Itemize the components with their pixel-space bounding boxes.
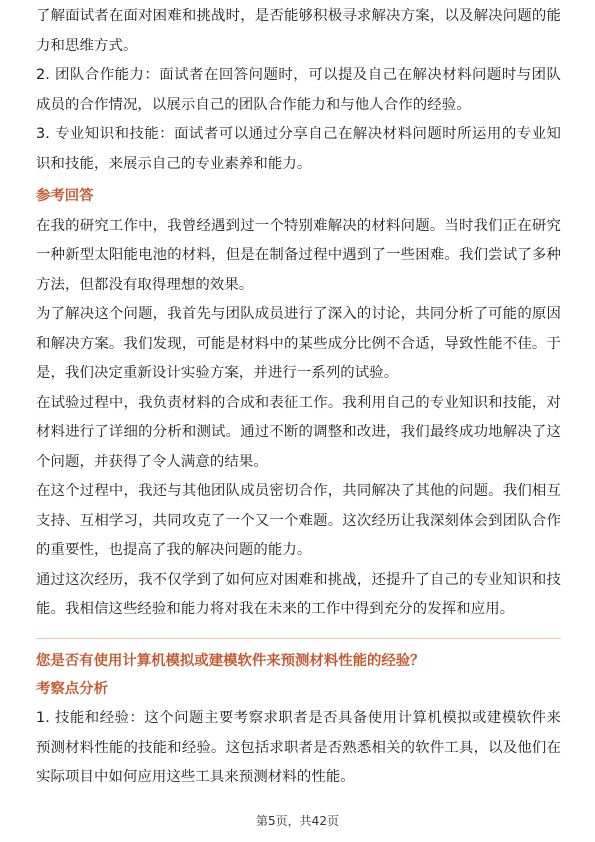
answer-paragraph-4: 在这个过程中，我还与其他团队成员密切合作，共同解决了其他的问题。我们相互支持、互相学习，共同攻克了一个又一个难题。这次经历让我深刻体会到团队合作的重要性，也提高了我的解决问题的能力。 <box>36 483 561 558</box>
answer-paragraph-5: 通过这次经历，我不仅学到了如何应对困难和挑战，还提升了自己的专业知识和技能。我相信这些经验和能力将对我在未来的工作中得到充分的发挥和应用。 <box>36 571 561 617</box>
answer-heading: 参考回答 <box>36 188 94 204</box>
section-divider <box>36 638 561 639</box>
intro-paragraph-2: 2. 团队合作能力：面试者在回答问题时，可以提及自己在解决材料问题时与团队成员的合作情况，以展示自己的团队合作能力和与他人合作的经验。 <box>36 67 561 113</box>
page-number: 第5页，共42页 <box>256 814 339 828</box>
page-content <box>36 2 561 793</box>
answer-paragraph-2: 为了解决这个问题，我首先与团队成员进行了深入的讨论，共同分析了可能的原因和解决方案。我们发现，可能是材料中的某些成分比例不合适，导致性能不佳。于是，我们决定重新设计实验方案，并进行一系列的试验。 <box>36 306 561 381</box>
analysis-paragraph-1: 1. 技能和经验：这个问题主要考察求职者是否具备使用计算机模拟或建模软件来预测材料性能的技能和经验。这包括求职者是否熟悉相关的软件工具，以及他们在实际项目中如何应用这些工具来预测材料的性能。 <box>36 710 561 785</box>
intro-paragraph-1: 了解面试者在面对困难和挑战时，是否能够积极寻求解决方案，以及解决问题的能力和思维方式。 <box>36 8 561 54</box>
answer-paragraph-1: 在我的研究工作中，我曾经遇到过一个特别难解决的材料问题。当时我们正在研究一种新型太阳能电池的材料，但是在制备过程中遇到了一些困难。我们尝试了多种方法，但都没有取得理想的效果。 <box>36 217 561 293</box>
intro-paragraph-3: 3. 专业知识和技能：面试者可以通过分享自己在解决材料问题时所运用的专业知识和技能，来展示自己的专业素养和能力。 <box>36 126 561 172</box>
analysis-heading: 考察点分析 <box>36 680 108 697</box>
question-title: 您是否有使用计算机模拟或建模软件来预测材料性能的经验？ <box>36 652 425 669</box>
answer-paragraph-3: 在试验过程中，我负责材料的合成和表征工作。我利用自己的专业知识和技能，对材料进行了详细的分析和测试。通过不断的调整和改进，我们最终成功地解决了这个问题，并获得了令人满意的结果。 <box>36 394 561 470</box>
